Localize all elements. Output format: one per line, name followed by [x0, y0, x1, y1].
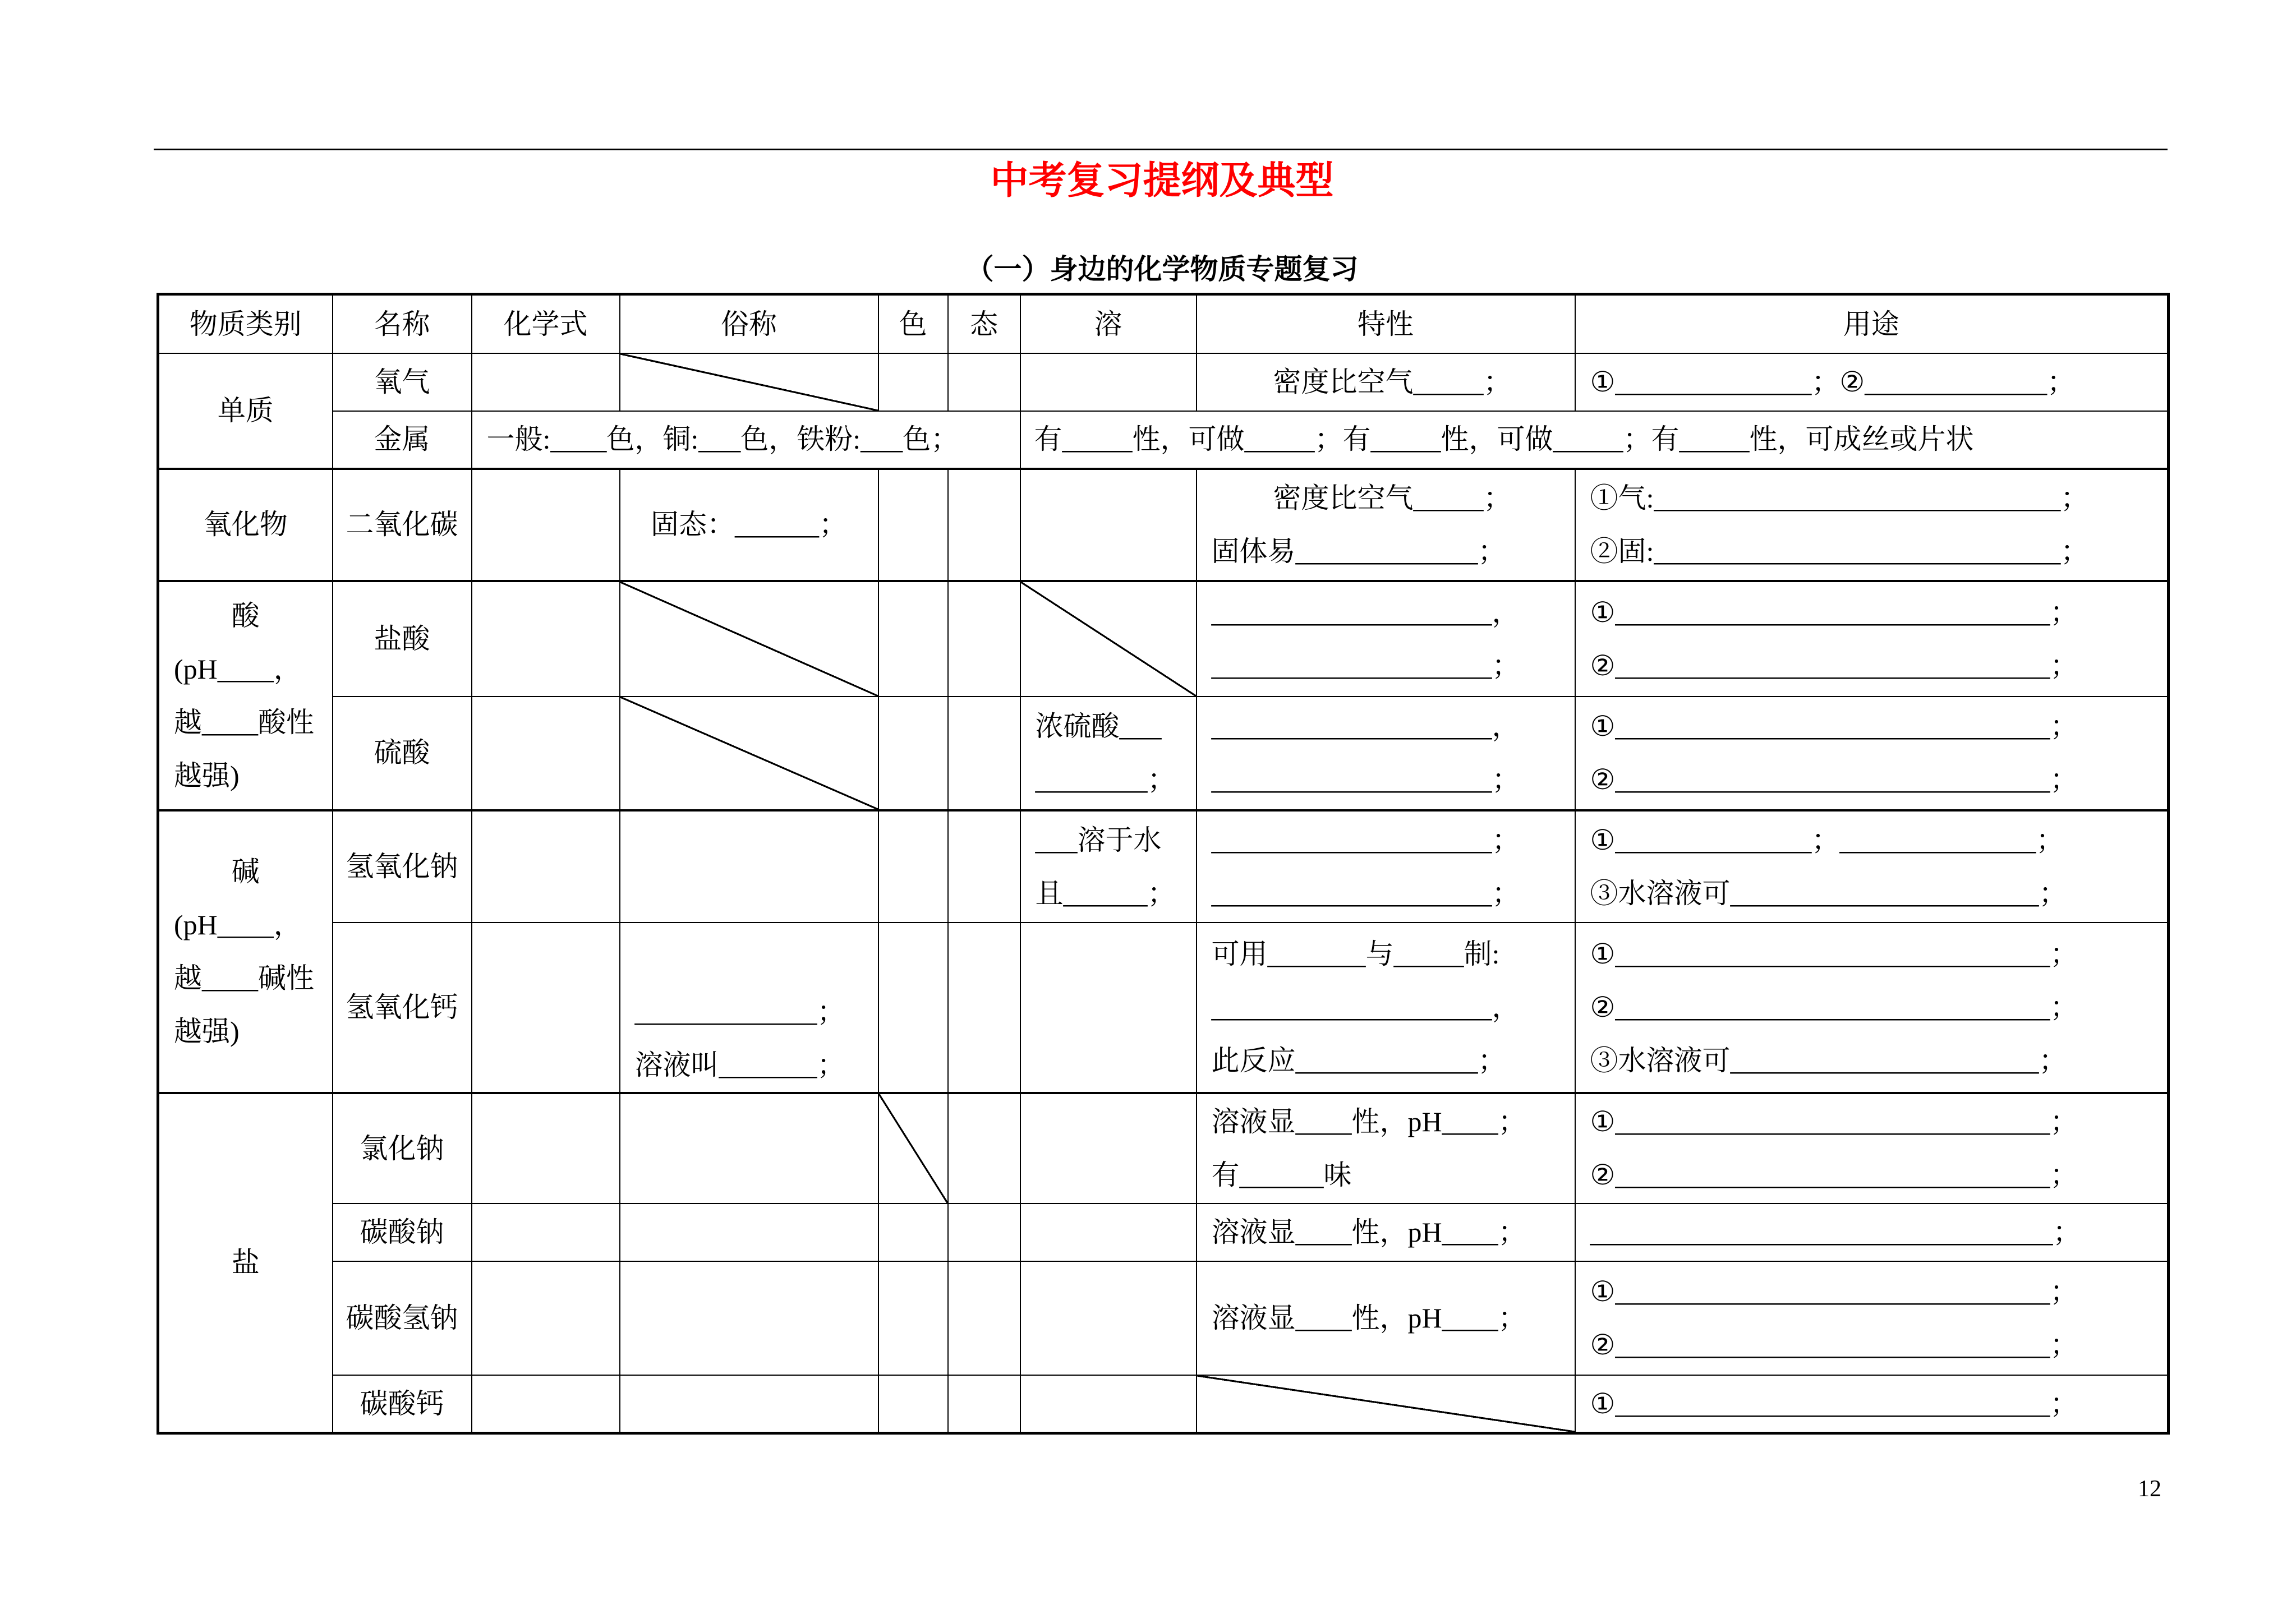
category-acid-note: 越____酸性 — [174, 706, 314, 738]
use-line: ③水溶液可______________________； — [1590, 1044, 2067, 1076]
common-name-cell: 固态：______； — [620, 469, 878, 581]
use-line: ②_______________________________； — [1590, 991, 2078, 1023]
empty-cell — [620, 1204, 878, 1261]
use-line: ①_______________________________； — [1590, 1106, 2078, 1138]
header-rule — [154, 149, 2168, 150]
use-cell — [1575, 810, 2169, 923]
use-cell — [1575, 581, 2169, 697]
empty-cell — [472, 1093, 620, 1204]
use-line: ①______________；______________； — [1590, 824, 2064, 856]
use-line: ②_______________________________； — [1590, 1329, 2078, 1361]
crossed-out-cell — [1197, 1375, 1575, 1433]
empty-cell — [878, 1375, 948, 1433]
use-line: ②_______________________________； — [1590, 1159, 2078, 1191]
empty-cell — [472, 1375, 620, 1433]
use-cell: ①_______________________________； — [1575, 1375, 2169, 1433]
property-line: 固体易_____________； — [1211, 535, 1506, 567]
solubility-cell — [1020, 810, 1197, 923]
category-acid-label: 酸 — [231, 600, 260, 631]
header-cell-uses: 用途 — [1575, 294, 2169, 354]
category-acid — [158, 581, 333, 810]
empty-cell — [620, 1093, 878, 1204]
solubility-line: ___溶于水 — [1035, 824, 1162, 856]
empty-cell — [948, 923, 1020, 1092]
use-line: ②固:_____________________________； — [1590, 535, 2089, 567]
section-heading: （一）身边的化学物质专题复习 — [965, 253, 1359, 285]
substance-name: 硫酸 — [333, 697, 472, 810]
empty-cell — [620, 810, 878, 923]
substance-name: 碳酸氢钠 — [333, 1261, 472, 1375]
solubility-line: 且______； — [1035, 877, 1176, 909]
property-line: 此反应_____________； — [1211, 1044, 1506, 1076]
property-line: 溶液显____性，pH____； — [1211, 1106, 1526, 1138]
crossed-out-cell — [620, 697, 878, 810]
category-acid-note: (pH____， — [174, 653, 302, 685]
property-cell: 溶液显____性，pH____； — [1197, 1261, 1575, 1375]
use-line: ②_______________________________； — [1590, 649, 2078, 681]
table-row-metal — [158, 411, 2169, 469]
header-cell-category: 物质类别 — [158, 294, 333, 354]
property-line: ____________________， — [1211, 596, 1520, 628]
substance-name: 二氧化碳 — [333, 469, 472, 581]
table-row-sulfuric-acid — [158, 697, 2169, 810]
crossed-out-cell — [878, 1093, 948, 1204]
empty-cell — [948, 353, 1020, 411]
table-row-sodium-chloride — [158, 1093, 2169, 1204]
use-line: ②_______________________________； — [1590, 763, 2078, 795]
empty-cell — [878, 810, 948, 923]
use-cell — [1575, 469, 2169, 581]
empty-cell — [948, 1093, 1020, 1204]
table-row-calcium-hydroxide — [158, 923, 2169, 1092]
use-cell: ①______________；②_____________； — [1575, 353, 2169, 411]
solubility-line: 浓硫酸___ — [1035, 710, 1162, 742]
use-cell — [1575, 1261, 2169, 1375]
property-cell — [1197, 469, 1575, 581]
property-cell — [1197, 697, 1575, 810]
empty-cell — [1020, 1204, 1197, 1261]
property-line: ____________________， — [1211, 991, 1520, 1023]
header-cell-state: 态 — [948, 294, 1020, 354]
empty-cell — [620, 1261, 878, 1375]
empty-cell — [472, 353, 620, 411]
use-cell — [1575, 697, 2169, 810]
empty-cell — [472, 469, 620, 581]
use-line: ①_______________________________； — [1590, 596, 2078, 628]
empty-cell — [472, 697, 620, 810]
empty-cell — [948, 1204, 1020, 1261]
property-line: ____________________； — [1211, 649, 1520, 681]
empty-cell — [472, 1204, 620, 1261]
empty-cell — [948, 469, 1020, 581]
category-salt: 盐 — [158, 1093, 333, 1433]
property-line: 密度比空气_____； — [1273, 366, 1512, 398]
common-name-cell — [620, 923, 878, 1092]
empty-cell — [1020, 1261, 1197, 1375]
header-cell-formula: 化学式 — [472, 294, 620, 354]
category-base-label: 碱 — [231, 855, 260, 887]
property-cell — [1197, 923, 1575, 1092]
category-acid-note: 越强) — [174, 759, 240, 791]
property-line: 有______味 — [1211, 1159, 1352, 1191]
substance-name: 碳酸钠 — [333, 1204, 472, 1261]
category-simple-substance: 单质 — [158, 353, 333, 469]
empty-cell — [878, 1204, 948, 1261]
property-line: 密度比空气_____； — [1273, 482, 1512, 514]
use-cell — [1575, 923, 2169, 1092]
table-row-hydrochloric-acid — [158, 581, 2169, 697]
substance-name: 氧气 — [333, 353, 472, 411]
use-cell — [1575, 1093, 2169, 1204]
property-cell — [1197, 353, 1575, 411]
header-cell-solubility: 溶 — [1020, 294, 1197, 354]
substance-name: 金属 — [333, 411, 472, 469]
empty-cell — [1020, 1093, 1197, 1204]
use-cell: _________________________________； — [1575, 1204, 2169, 1261]
substance-name: 碳酸钙 — [333, 1375, 472, 1433]
empty-cell — [948, 810, 1020, 923]
property-cell — [1197, 581, 1575, 697]
empty-cell — [948, 1375, 1020, 1433]
property-line: ____________________， — [1211, 710, 1520, 742]
category-oxide: 氧化物 — [158, 469, 333, 581]
empty-cell — [948, 1261, 1020, 1375]
property-cell — [1197, 1093, 1575, 1204]
header-cell-properties: 特性 — [1197, 294, 1575, 354]
substance-name: 氢氧化钙 — [333, 923, 472, 1092]
empty-cell — [878, 581, 948, 697]
empty-cell — [878, 697, 948, 810]
empty-cell — [878, 1261, 948, 1375]
substance-name: 盐酸 — [333, 581, 472, 697]
property-cell: 溶液显____性，pH____； — [1197, 1204, 1575, 1261]
empty-cell — [878, 923, 948, 1092]
header-cell-color: 色 — [878, 294, 948, 354]
substance-name: 氢氧化钠 — [333, 810, 472, 923]
property-line: ____________________； — [1211, 877, 1520, 909]
use-line: ①_______________________________； — [1590, 1275, 2078, 1307]
empty-cell — [878, 469, 948, 581]
empty-cell — [1020, 1375, 1197, 1433]
use-line: ①气:_____________________________； — [1590, 482, 2089, 514]
empty-cell — [472, 923, 620, 1092]
header-cell-name: 名称 — [333, 294, 472, 354]
empty-cell — [948, 581, 1020, 697]
common-name-line: _____________； — [634, 995, 845, 1027]
empty-cell — [472, 581, 620, 697]
solubility-cell — [1020, 697, 1197, 810]
page-number: 12 — [2138, 1476, 2161, 1502]
chemical-substances-table — [157, 293, 2170, 1435]
empty-cell — [948, 697, 1020, 810]
category-base-note: 越强) — [174, 1015, 240, 1047]
category-base — [158, 810, 333, 1093]
table-header-row — [158, 294, 2169, 354]
property-line: ____________________； — [1211, 763, 1520, 795]
property-line: 可用_______与_____制: — [1211, 938, 1500, 970]
property-cell — [1197, 810, 1575, 923]
use-line: ①_______________________________； — [1590, 938, 2078, 970]
category-base-note: (pH____， — [174, 909, 302, 940]
empty-cell — [472, 810, 620, 923]
empty-cell — [1020, 353, 1197, 411]
crossed-out-cell — [1020, 581, 1197, 697]
header-cell-common-name: 俗称 — [620, 294, 878, 354]
table-row-oxygen — [158, 353, 2169, 411]
table-row-calcium-carbonate — [158, 1375, 2169, 1433]
empty-cell — [1020, 923, 1197, 1092]
common-name-line: 溶液叫_______； — [634, 1049, 845, 1081]
empty-cell — [472, 1261, 620, 1375]
metal-properties-cell: 有_____性，可做_____；有_____性，可做_____；有_____性，可成丝或片状 — [1020, 411, 2169, 469]
page-title: 中考复习提纲及典型 — [990, 159, 1334, 202]
category-base-note: 越____碱性 — [174, 962, 314, 994]
empty-cell — [878, 353, 948, 411]
table-row-carbon-dioxide — [158, 469, 2169, 581]
use-line: ③水溶液可______________________； — [1590, 877, 2067, 909]
table-row-sodium-hydroxide — [158, 810, 2169, 923]
use-line: ①_______________________________； — [1590, 710, 2078, 742]
table-row-sodium-bicarbonate — [158, 1261, 2169, 1375]
metal-appearance-cell: 一般:____色，铜:___色，铁粉:___色； — [472, 411, 1020, 469]
table-row-sodium-carbonate — [158, 1204, 2169, 1261]
property-line: ____________________； — [1211, 824, 1520, 856]
crossed-out-cell — [620, 353, 878, 411]
empty-cell — [620, 1375, 878, 1433]
substance-name: 氯化钠 — [333, 1093, 472, 1204]
solubility-line: ________； — [1035, 763, 1176, 795]
crossed-out-cell — [620, 581, 878, 697]
empty-cell — [1020, 469, 1197, 581]
